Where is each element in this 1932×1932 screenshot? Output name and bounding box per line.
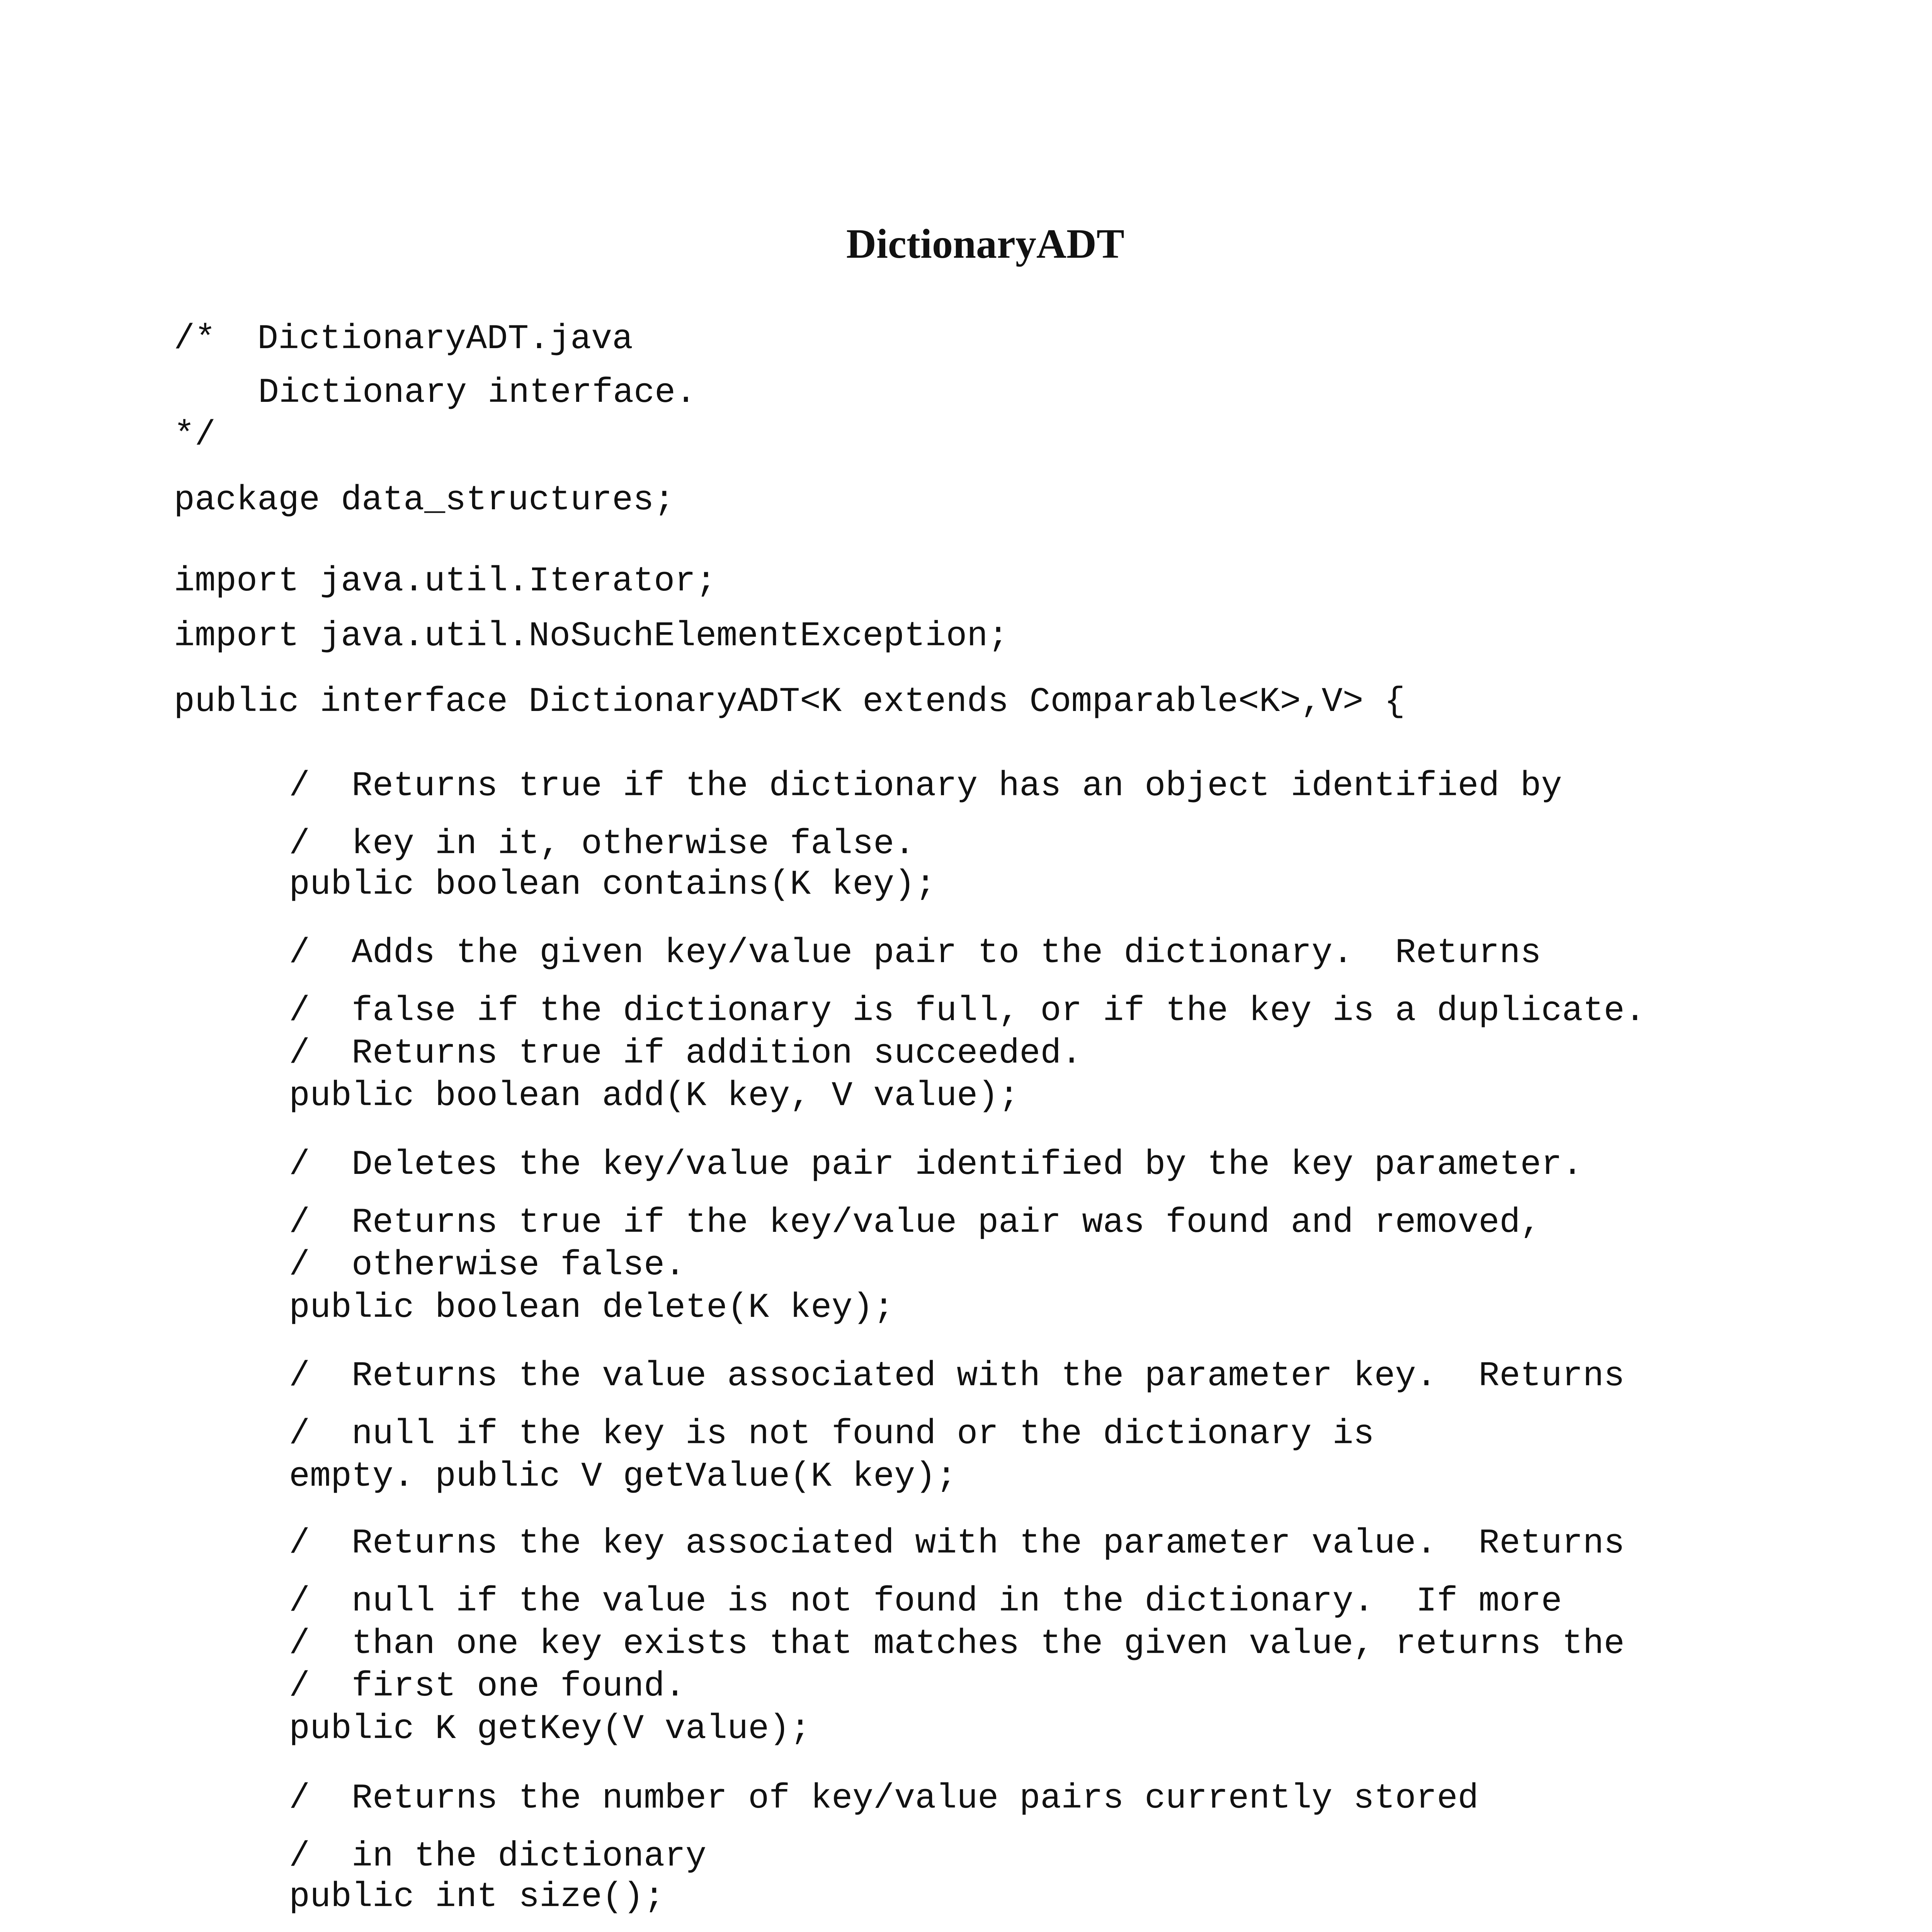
getvalue-method: empty. public V getValue(K key); <box>289 1457 957 1497</box>
size-method: public int size(); <box>289 1878 665 1917</box>
getvalue-comment-2: / null if the key is not found or the dictionary is <box>289 1415 1374 1454</box>
add-comment-3: / Returns true if addition succeeded. <box>289 1034 1082 1073</box>
size-comment-1: / Returns the number of key/value pairs currently stored <box>289 1779 1479 1818</box>
package-declaration: package data_structures; <box>174 481 675 520</box>
add-comment-1: / Adds the given key/value pair to the dictionary. Returns <box>289 934 1541 973</box>
comment-close-line: */ <box>174 416 216 455</box>
getkey-comment-4: / first one found. <box>289 1667 686 1706</box>
delete-comment-2: / Returns true if the key/value pair was found and removed, <box>289 1203 1541 1243</box>
interface-declaration: public interface DictionaryADT<K extends Comparable<K>,V> { <box>174 682 1405 722</box>
comment-open-line: /* DictionaryADT.java <box>174 320 633 359</box>
getkey-comment-1: / Returns the key associated with the parameter value. Returns <box>289 1524 1625 1563</box>
contains-comment-1: / Returns true if the dictionary has an object identified by <box>289 767 1562 806</box>
import-exception: import java.util.NoSuchElementException; <box>174 617 1009 656</box>
delete-method: public boolean delete(K key); <box>289 1288 895 1328</box>
import-iterator: import java.util.Iterator; <box>174 562 717 601</box>
size-comment-2: / in the dictionary <box>289 1837 707 1876</box>
getvalue-comment-1: / Returns the value associated with the parameter key. Returns <box>289 1357 1625 1396</box>
getkey-comment-2: / null if the value is not found in the dictionary. If more <box>289 1582 1562 1621</box>
document-title: DictionaryADT <box>846 221 1124 267</box>
delete-comment-3: / otherwise false. <box>289 1246 686 1285</box>
add-comment-2: / false if the dictionary is full, or if the key is a duplicate. <box>289 992 1646 1031</box>
delete-comment-1: / Deletes the key/value pair identified by the key parameter. <box>289 1145 1583 1185</box>
getkey-method: public K getKey(V value); <box>289 1709 811 1749</box>
contains-comment-2: / key in it, otherwise false. <box>289 825 915 864</box>
contains-method: public boolean contains(K key); <box>289 865 936 905</box>
getkey-comment-3: / than one key exists that matches the given value, returns the <box>289 1624 1625 1664</box>
comment-description-line: Dictionary interface. <box>258 373 697 413</box>
add-method: public boolean add(K key, V value); <box>289 1077 1020 1116</box>
